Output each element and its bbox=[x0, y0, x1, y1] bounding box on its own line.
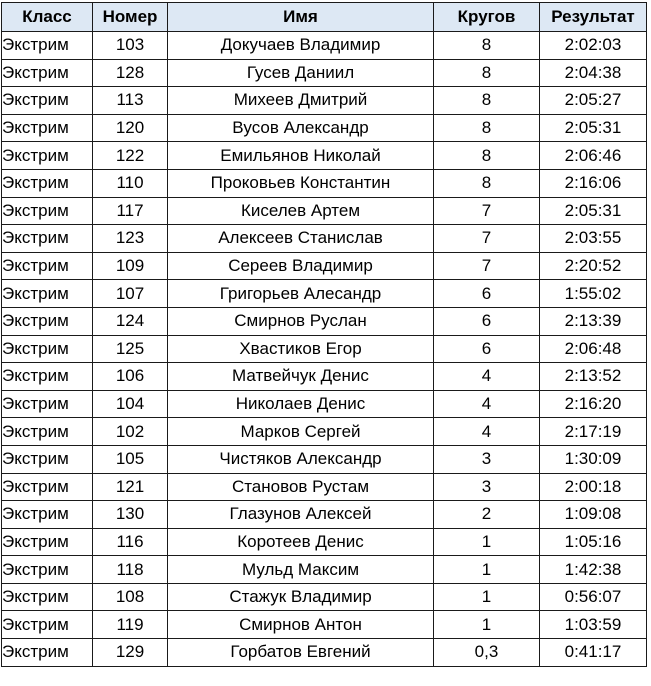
cell-laps: 7 bbox=[434, 252, 540, 280]
cell-result: 2:05:31 bbox=[540, 197, 647, 225]
cell-class: Экстрим bbox=[2, 363, 93, 391]
cell-result: 1:42:38 bbox=[540, 556, 647, 584]
cell-result: 2:05:27 bbox=[540, 87, 647, 115]
cell-result: 1:05:16 bbox=[540, 528, 647, 556]
cell-laps: 6 bbox=[434, 307, 540, 335]
results-table bbox=[1, 2, 647, 667]
cell-class: Экстрим bbox=[2, 32, 93, 60]
table-row bbox=[2, 390, 647, 418]
table-header bbox=[2, 3, 647, 32]
cell-number: 120 bbox=[93, 114, 168, 142]
table-row bbox=[2, 335, 647, 363]
cell-class: Экстрим bbox=[2, 611, 93, 639]
cell-class: Экстрим bbox=[2, 528, 93, 556]
table-row bbox=[2, 225, 647, 253]
cell-name: Марков Сергей bbox=[168, 418, 434, 446]
cell-laps: 3 bbox=[434, 473, 540, 501]
cell-number: 104 bbox=[93, 390, 168, 418]
cell-class: Экстрим bbox=[2, 114, 93, 142]
cell-laps: 8 bbox=[434, 87, 540, 115]
cell-class: Экстрим bbox=[2, 445, 93, 473]
cell-result: 2:06:48 bbox=[540, 335, 647, 363]
cell-result: 2:03:55 bbox=[540, 225, 647, 253]
table-row bbox=[2, 418, 647, 446]
table-row bbox=[2, 363, 647, 391]
cell-class: Экстрим bbox=[2, 252, 93, 280]
cell-result: 1:03:59 bbox=[540, 611, 647, 639]
cell-result: 2:02:03 bbox=[540, 32, 647, 60]
cell-name: Стажук Владимир bbox=[168, 583, 434, 611]
cell-result: 2:13:39 bbox=[540, 307, 647, 335]
cell-class: Экстрим bbox=[2, 169, 93, 197]
cell-laps: 1 bbox=[434, 611, 540, 639]
cell-class: Экстрим bbox=[2, 59, 93, 87]
cell-number: 110 bbox=[93, 169, 168, 197]
cell-laps: 3 bbox=[434, 445, 540, 473]
table-row bbox=[2, 197, 647, 225]
cell-name: Становов Рустам bbox=[168, 473, 434, 501]
cell-number: 102 bbox=[93, 418, 168, 446]
cell-laps: 6 bbox=[434, 280, 540, 308]
table-row bbox=[2, 252, 647, 280]
cell-laps: 8 bbox=[434, 169, 540, 197]
cell-result: 1:09:08 bbox=[540, 501, 647, 529]
cell-name: Докучаев Владимир bbox=[168, 32, 434, 60]
cell-result: 0:56:07 bbox=[540, 583, 647, 611]
cell-laps: 4 bbox=[434, 363, 540, 391]
cell-class: Экстрим bbox=[2, 390, 93, 418]
cell-name: Мульд Максим bbox=[168, 556, 434, 584]
cell-class: Экстрим bbox=[2, 556, 93, 584]
cell-name: Николаев Денис bbox=[168, 390, 434, 418]
cell-result: 2:17:19 bbox=[540, 418, 647, 446]
cell-result: 2:00:18 bbox=[540, 473, 647, 501]
cell-laps: 6 bbox=[434, 335, 540, 363]
table-row bbox=[2, 114, 647, 142]
cell-number: 123 bbox=[93, 225, 168, 253]
cell-name: Глазунов Алексей bbox=[168, 501, 434, 529]
table-row bbox=[2, 307, 647, 335]
cell-number: 122 bbox=[93, 142, 168, 170]
table-row bbox=[2, 445, 647, 473]
cell-number: 113 bbox=[93, 87, 168, 115]
cell-result: 2:20:52 bbox=[540, 252, 647, 280]
cell-laps: 1 bbox=[434, 556, 540, 584]
cell-name: Горбатов Евгений bbox=[168, 639, 434, 667]
cell-class: Экстрим bbox=[2, 418, 93, 446]
header-number: Номер bbox=[93, 3, 168, 32]
cell-laps: 8 bbox=[434, 142, 540, 170]
cell-number: 130 bbox=[93, 501, 168, 529]
cell-number: 118 bbox=[93, 556, 168, 584]
cell-name: Григорьев Алесандр bbox=[168, 280, 434, 308]
table-row bbox=[2, 528, 647, 556]
cell-class: Экстрим bbox=[2, 280, 93, 308]
cell-class: Экстрим bbox=[2, 87, 93, 115]
header-class: Класс bbox=[2, 3, 93, 32]
cell-class: Экстрим bbox=[2, 225, 93, 253]
cell-number: 124 bbox=[93, 307, 168, 335]
cell-result: 2:05:31 bbox=[540, 114, 647, 142]
cell-number: 117 bbox=[93, 197, 168, 225]
cell-class: Экстрим bbox=[2, 583, 93, 611]
cell-laps: 1 bbox=[434, 528, 540, 556]
cell-result: 1:55:02 bbox=[540, 280, 647, 308]
cell-class: Экстрим bbox=[2, 639, 93, 667]
cell-result: 2:04:38 bbox=[540, 59, 647, 87]
cell-number: 121 bbox=[93, 473, 168, 501]
cell-laps: 4 bbox=[434, 418, 540, 446]
cell-result: 2:16:20 bbox=[540, 390, 647, 418]
cell-laps: 7 bbox=[434, 225, 540, 253]
cell-class: Экстрим bbox=[2, 307, 93, 335]
cell-number: 129 bbox=[93, 639, 168, 667]
cell-number: 125 bbox=[93, 335, 168, 363]
cell-result: 2:06:46 bbox=[540, 142, 647, 170]
header-laps: Кругов bbox=[434, 3, 540, 32]
cell-laps: 8 bbox=[434, 59, 540, 87]
cell-class: Экстрим bbox=[2, 473, 93, 501]
cell-laps: 2 bbox=[434, 501, 540, 529]
cell-name: Михеев Дмитрий bbox=[168, 87, 434, 115]
cell-number: 106 bbox=[93, 363, 168, 391]
cell-number: 128 bbox=[93, 59, 168, 87]
cell-laps: 4 bbox=[434, 390, 540, 418]
table-row bbox=[2, 169, 647, 197]
cell-class: Экстрим bbox=[2, 501, 93, 529]
table-row bbox=[2, 280, 647, 308]
table-row bbox=[2, 611, 647, 639]
cell-laps: 0,3 bbox=[434, 639, 540, 667]
cell-laps: 8 bbox=[434, 32, 540, 60]
table-row bbox=[2, 556, 647, 584]
cell-number: 107 bbox=[93, 280, 168, 308]
cell-number: 108 bbox=[93, 583, 168, 611]
table-row bbox=[2, 501, 647, 529]
cell-number: 109 bbox=[93, 252, 168, 280]
cell-name: Смирнов Антон bbox=[168, 611, 434, 639]
cell-laps: 7 bbox=[434, 197, 540, 225]
cell-number: 119 bbox=[93, 611, 168, 639]
cell-class: Экстрим bbox=[2, 335, 93, 363]
table-row bbox=[2, 59, 647, 87]
cell-result: 2:13:52 bbox=[540, 363, 647, 391]
cell-laps: 8 bbox=[434, 114, 540, 142]
cell-name: Гусев Даниил bbox=[168, 59, 434, 87]
cell-name: Вусов Александр bbox=[168, 114, 434, 142]
header-result: Результат bbox=[540, 3, 647, 32]
table-row bbox=[2, 142, 647, 170]
cell-name: Чистяков Александр bbox=[168, 445, 434, 473]
cell-number: 105 bbox=[93, 445, 168, 473]
table-row bbox=[2, 583, 647, 611]
table-row bbox=[2, 87, 647, 115]
cell-name: Матвейчук Денис bbox=[168, 363, 434, 391]
cell-name: Проковьев Константин bbox=[168, 169, 434, 197]
cell-name: Алексеев Станислав bbox=[168, 225, 434, 253]
cell-class: Экстрим bbox=[2, 142, 93, 170]
cell-number: 116 bbox=[93, 528, 168, 556]
cell-result: 2:16:06 bbox=[540, 169, 647, 197]
header-row bbox=[2, 3, 647, 32]
cell-name: Сереев Владимир bbox=[168, 252, 434, 280]
cell-number: 103 bbox=[93, 32, 168, 60]
cell-result: 1:30:09 bbox=[540, 445, 647, 473]
cell-name: Хвастиков Егор bbox=[168, 335, 434, 363]
header-name: Имя bbox=[168, 3, 434, 32]
cell-laps: 1 bbox=[434, 583, 540, 611]
cell-name: Киселев Артем bbox=[168, 197, 434, 225]
cell-class: Экстрим bbox=[2, 197, 93, 225]
cell-name: Емильянов Николай bbox=[168, 142, 434, 170]
cell-name: Коротеев Денис bbox=[168, 528, 434, 556]
table-row bbox=[2, 473, 647, 501]
table-row bbox=[2, 32, 647, 60]
cell-name: Смирнов Руслан bbox=[168, 307, 434, 335]
cell-result: 0:41:17 bbox=[540, 639, 647, 667]
table-row bbox=[2, 639, 647, 667]
table-body bbox=[2, 32, 647, 667]
